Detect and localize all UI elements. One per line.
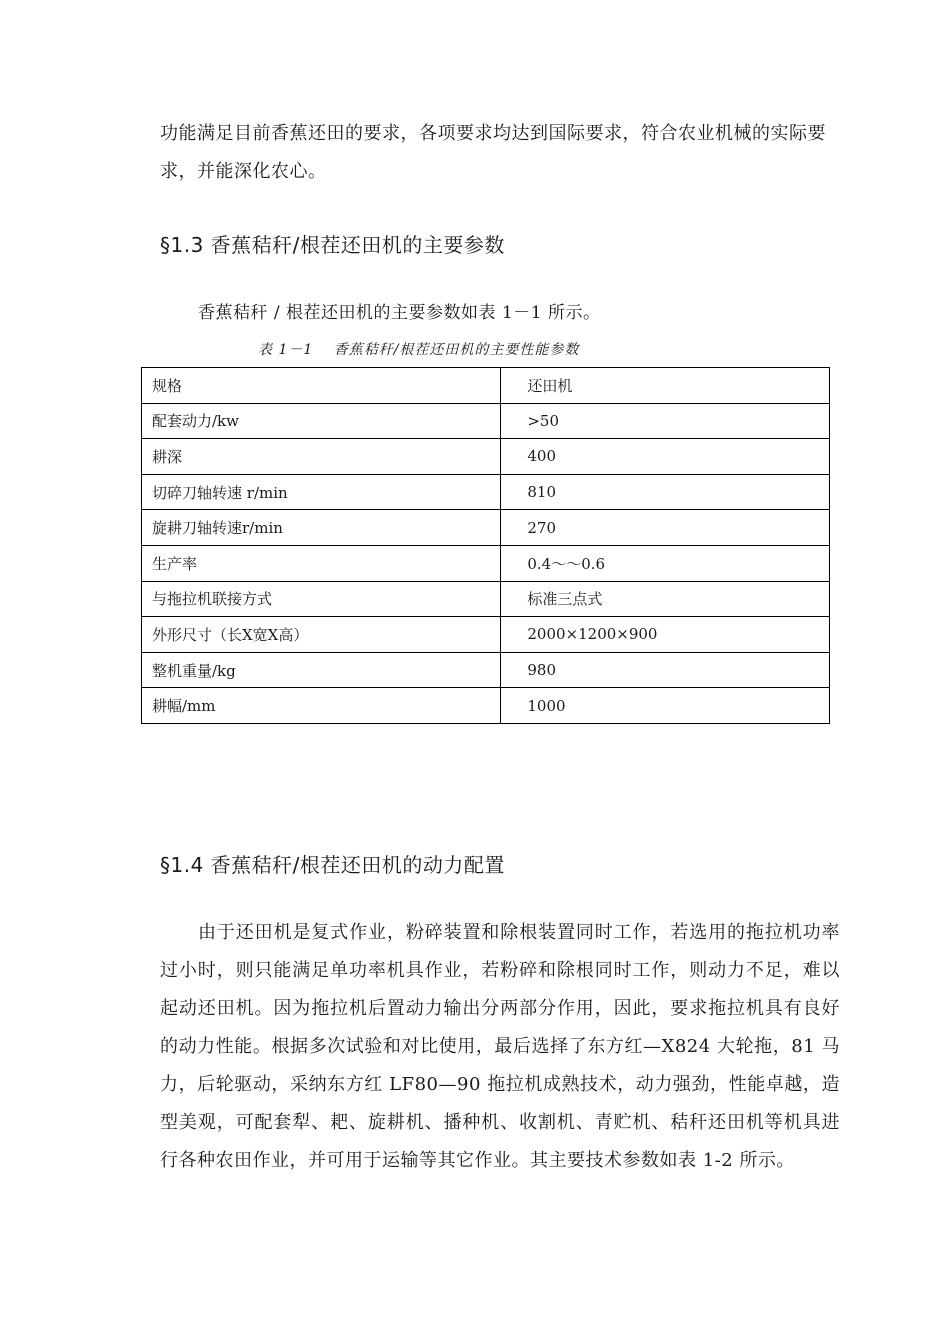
row-value: 2000×1200×900	[501, 617, 830, 653]
row-label: 旋耕刀轴转速r/min	[142, 510, 501, 546]
row-value: 标准三点式	[501, 581, 830, 617]
row-label: 耕深	[142, 439, 501, 475]
row-value: >50	[501, 403, 830, 439]
table-header-row	[142, 368, 830, 404]
header-cell-machine: 还田机	[501, 368, 830, 404]
table-row	[142, 652, 830, 688]
row-label: 整机重量/kg	[142, 652, 501, 688]
row-label: 外形尺寸（长X宽X高）	[142, 617, 501, 653]
row-value: 980	[501, 652, 830, 688]
table-row	[142, 581, 830, 617]
row-label: 生产率	[142, 545, 501, 581]
table-row	[142, 510, 830, 546]
table-row	[142, 545, 830, 581]
table-caption: 表 1－1 香蕉秸秆/根茬还田机的主要性能参数	[258, 342, 580, 358]
row-value: 270	[501, 510, 830, 546]
row-label: 与拖拉机联接方式	[142, 581, 501, 617]
table-reference-line: 香蕉秸秆 / 根茬还田机的主要参数如表 1－1 所示。	[198, 303, 601, 323]
header-cell-spec: 规格	[142, 368, 501, 404]
table-row	[142, 688, 830, 724]
table-row	[142, 617, 830, 653]
row-value: 0.4～～0.6	[501, 545, 830, 581]
row-value: 400	[501, 439, 830, 475]
section-1-4-heading: §1.4 香蕉秸秆/根茬还田机的动力配置	[160, 853, 505, 877]
section-1-3-heading: §1.3 香蕉秸秆/根茬还田机的主要参数	[160, 233, 505, 257]
row-value: 810	[501, 474, 830, 510]
spec-table	[141, 367, 830, 724]
row-label: 耕幅/mm	[142, 688, 501, 724]
row-value: 1000	[501, 688, 830, 724]
table-row	[142, 439, 830, 475]
table-row	[142, 403, 830, 439]
row-label: 切碎刀轴转速 r/min	[142, 474, 501, 510]
row-label: 配套动力/kw	[142, 403, 501, 439]
table-row	[142, 474, 830, 510]
power-config-paragraph: 由于还田机是复式作业，粉碎装置和除根装置同时工作，若选用的拖拉机功率过小时，则只能满足单功率机具作业，若粉碎和除根同时工作，则动力不足，难以起动还田机。因为拖拉机后置动力输出分两部分作用，因此，要求拖拉机具有良好的动力性能。根据多次试验和对比使用，最后选择了东方红—X824 大轮拖，81 马力，后轮驱动，采纳东方红 LF80—90 拖拉机成熟技术，动力强劲，性能卓越，造型美观，可配套犁、耙、旋耕机、播种机、收割机、青贮机、秸秆还田机等机具进行各种农田作业，并可用于运输等其它作业。其主要技术参数如表 1-2 所示。	[160, 922, 840, 1171]
intro-paragraph: 功能满足目前香蕉还田的要求，各项要求均达到国际要求，符合农业机械的实际要求，并能深化农心。	[160, 123, 826, 182]
